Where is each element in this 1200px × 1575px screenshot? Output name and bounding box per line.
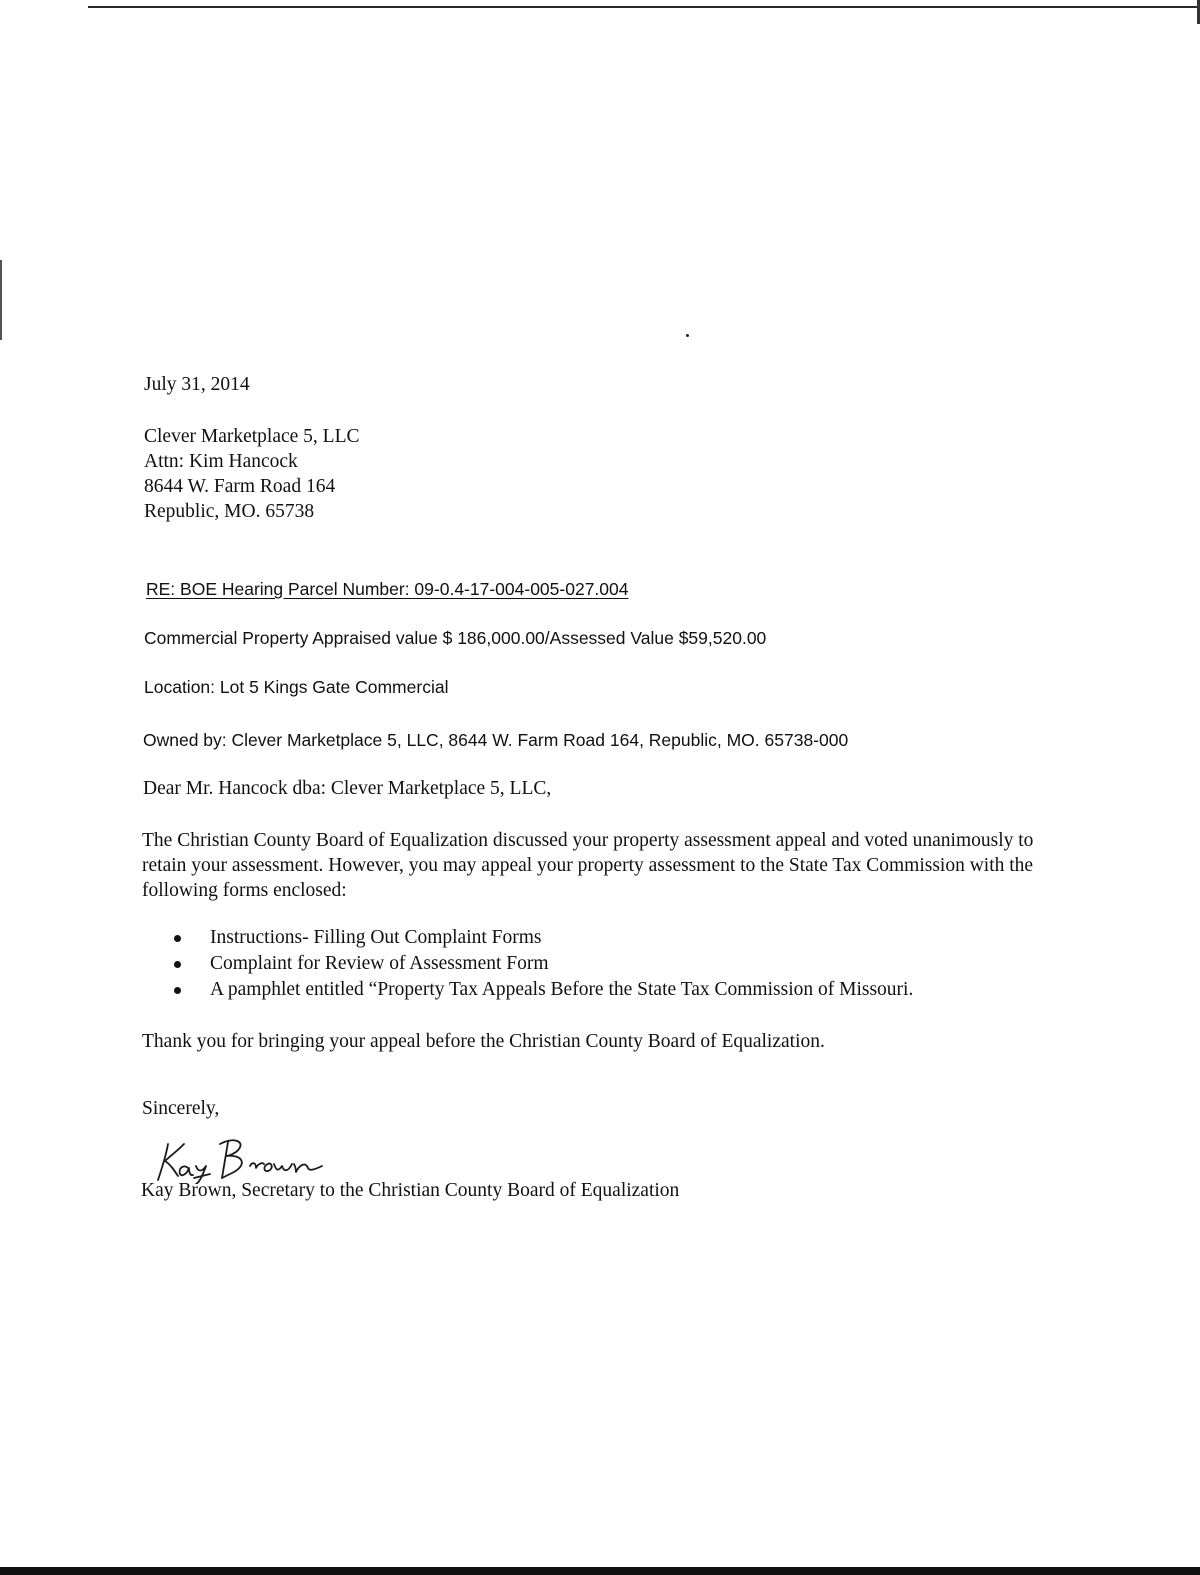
appraised-value-line: Commercial Property Appraised value $ 186,000.00/Assessed Value $59,520.00 [144,628,767,648]
letter-date: July 31, 2014 [144,374,250,395]
recipient-street: 8644 W. Farm Road 164 [144,476,336,497]
owner-line: Owned by: Clever Marketplace 5, LLC, 8644 W. Farm Road 164, Republic, MO. 65738-000 [143,730,849,750]
closing: Sincerely, [142,1098,220,1119]
list-item [172,977,913,1003]
scan-speck [686,334,689,337]
scan-top-edge [88,6,1200,8]
bullet-icon [174,961,181,968]
thanks-line: Thank you for bringing your appeal before the Christian County Board of Equalization. [142,1031,825,1052]
enclosure-item-text: Instructions- Filling Out Complaint Forms [210,927,542,948]
enclosure-list [172,925,913,1003]
bullet-icon [174,987,181,994]
enclosure-item-text: A pamphlet entitled “Property Tax Appeals Before the State Tax Commission of Missouri. [210,979,914,1000]
recipient-city: Republic, MO. 65738 [144,501,315,522]
list-item [172,925,913,951]
re-subject-line: RE: BOE Hearing Parcel Number: 09-0.4-17-004-005-027.004 [146,579,629,599]
enclosure-item-text: Complaint for Review of Assessment Form [210,953,549,974]
scan-bottom-edge [0,1567,1200,1575]
signatory-line: Kay Brown, Secretary to the Christian County Board of Equalization [141,1180,680,1201]
recipient-name: Clever Marketplace 5, LLC [144,426,360,447]
scan-left-edge [0,260,2,340]
salutation: Dear Mr. Hancock dba: Clever Marketplace 5, LLC, [143,778,552,799]
body-paragraph: The Christian County Board of Equalization discussed your property assessment appeal and voted unanimously to retain your assessment. However, you may appeal your property assessment to the State Tax Commission with the following forms enclosed: [142,830,1034,901]
handwritten-signature [156,1134,326,1184]
location-line: Location: Lot 5 Kings Gate Commercial [144,677,449,697]
bullet-icon [174,935,181,942]
list-item [172,951,913,977]
recipient-attn: Attn: Kim Hancock [144,451,298,472]
